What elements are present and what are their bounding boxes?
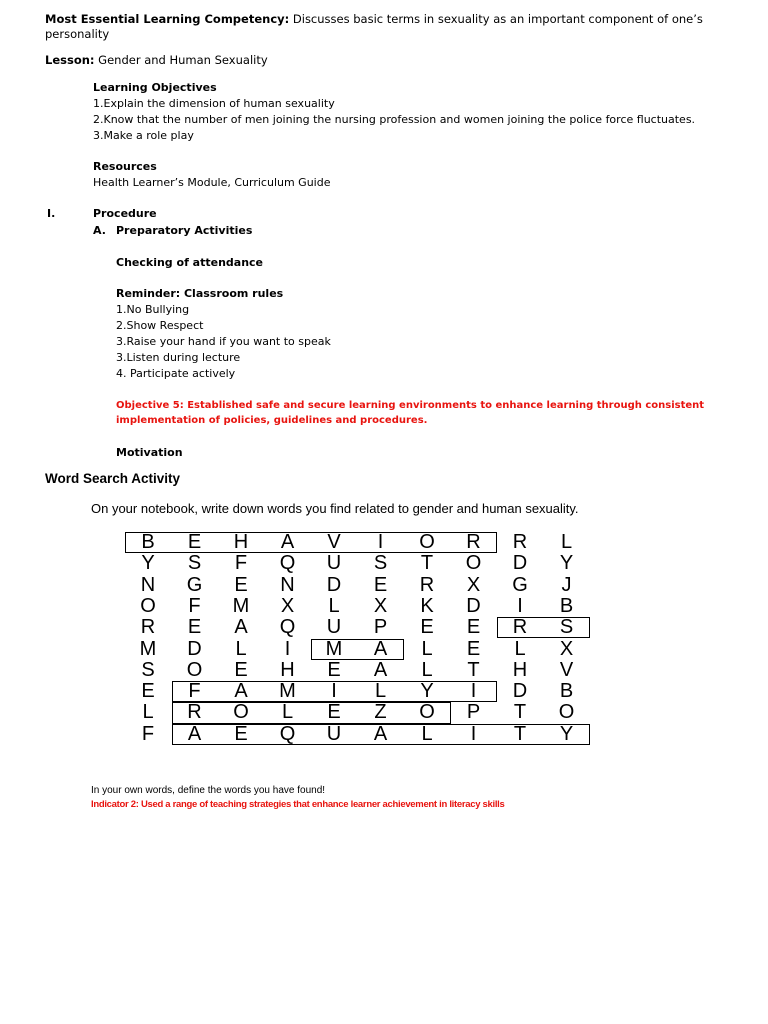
procedure-number: I. [47, 207, 56, 220]
grid-cell: L [281, 701, 294, 724]
grid-cell: S [559, 616, 574, 639]
grid-cell: D [326, 573, 342, 596]
objective-item-3: 3.Make a role play [93, 129, 194, 142]
grid-cell: S [373, 552, 388, 575]
preparatory-heading: Preparatory Activities [116, 224, 253, 237]
grid-cell: O [419, 701, 435, 724]
competency-line [45, 12, 703, 27]
grid-cell: P [373, 616, 388, 639]
rule-item-2: 2.Show Respect [116, 319, 204, 332]
resources-text: Health Learner’s Module, Curriculum Guide [93, 176, 331, 189]
grid-cell: I [377, 531, 384, 553]
grid-cell: E [420, 616, 434, 639]
grid-cell: T [467, 658, 480, 681]
grid-cell: X [280, 594, 295, 617]
grid-cell: J [561, 573, 572, 596]
grid-cell: B [559, 680, 574, 703]
grid-cell: M [325, 637, 343, 660]
grid-cell: A [373, 658, 388, 681]
grid-cell: N [280, 573, 295, 596]
word-highlight-box [172, 681, 498, 702]
grid-cell: V [327, 531, 341, 553]
competency-text: Discusses basic terms in sexuality as an important component of one’s [289, 12, 703, 26]
grid-cell: L [514, 637, 526, 660]
competency-label: Most Essential Learning Competency: [45, 12, 290, 26]
grid-cell: L [235, 637, 247, 660]
grid-cell: H [233, 531, 249, 553]
grid-cell: L [421, 658, 433, 681]
grid-cell: T [420, 552, 434, 575]
objective-item-2: 2.Know that the number of men joining the nursing profession and women joining the police force fluctuates. [93, 113, 696, 126]
lesson-label: Lesson: [45, 53, 95, 67]
grid-cell: K [420, 594, 434, 617]
grid-cell: Y [141, 552, 155, 575]
grid-cell: E [234, 722, 248, 745]
grid-cell: R [512, 531, 528, 553]
grid-cell: T [513, 701, 527, 724]
objectives-heading: Learning Objectives [93, 81, 217, 94]
rule-item-5: 4. Participate actively [116, 367, 236, 380]
grid-cell: E [234, 573, 248, 596]
grid-cell: F [188, 680, 201, 703]
objective5-line1: Objective 5: Established safe and secure learning environments to enhance learning through consistent [116, 400, 705, 411]
grid-cell: Q [279, 552, 296, 575]
grid-cell: M [232, 594, 250, 617]
grid-cell: B [559, 594, 574, 617]
lesson-line [45, 53, 268, 68]
grid-cell: E [466, 637, 481, 660]
grid-cell: R [419, 573, 435, 596]
grid-cell: L [421, 722, 433, 745]
grid-cell: D [466, 594, 481, 617]
grid-cell: Y [559, 552, 574, 575]
grid-cell: L [142, 701, 154, 724]
grid-cell: E [187, 616, 202, 639]
grid-cell: F [141, 722, 155, 745]
grid-cell: F [234, 552, 248, 575]
grid-cell: G [186, 573, 203, 596]
word-search-title: Word Search Activity [45, 471, 181, 486]
grid-cell: Q [279, 616, 296, 639]
grid-cell: X [373, 594, 388, 617]
objective5-line2: implementation of policies, guidelines and procedures. [116, 415, 428, 426]
grid-cell: E [373, 573, 388, 596]
grid-cell: X [559, 637, 574, 660]
grid-cell: A [373, 637, 388, 660]
grid-cell: S [141, 658, 155, 681]
grid-cell: U [326, 616, 342, 639]
objective-item-1: 1.Explain the dimension of human sexuality [93, 97, 335, 110]
grid-cell: U [326, 722, 342, 745]
competency-text-continued: personality [45, 27, 110, 41]
word-search-instruction: On your notebook, write down words you find related to gender and human sexuality. [91, 501, 579, 516]
grid-cell: L [328, 594, 340, 617]
grid-cell: A [234, 616, 248, 639]
grid-cell: O [465, 552, 482, 575]
rule-item-1: 1.No Bullying [116, 303, 190, 316]
reminder-heading: Reminder: Classroom rules [116, 287, 284, 300]
word-highlight-box [172, 724, 591, 745]
grid-cell: H [512, 658, 528, 681]
word-highlight-box [172, 702, 451, 723]
rule-item-3: 3.Raise your hand if you want to speak [116, 335, 331, 348]
grid-cell: L [374, 680, 387, 703]
grid-cell: G [512, 573, 528, 596]
procedure-heading: Procedure [93, 207, 157, 220]
grid-cell: L [560, 531, 573, 553]
grid-cell: R [140, 616, 156, 639]
grid-cell: A [187, 722, 202, 745]
rule-item-4: 3.Listen during lecture [116, 351, 241, 364]
grid-cell: O [419, 531, 435, 553]
grid-cell: E [234, 658, 248, 681]
grid-cell: N [140, 573, 156, 596]
lesson-text: Gender and Human Sexuality [94, 53, 268, 67]
grid-cell: I [284, 637, 291, 660]
grid-cell: U [326, 552, 342, 575]
attendance-text: Checking of attendance [116, 256, 264, 269]
grid-cell: O [558, 701, 575, 724]
word-highlight-box [497, 617, 590, 638]
grid-cell: I [470, 680, 477, 703]
grid-cell: R [512, 616, 528, 639]
grid-cell: Y [559, 722, 574, 745]
grid-cell: I [470, 722, 477, 745]
define-instruction: In your own words, define the words you have found! [91, 785, 326, 796]
grid-cell: E [327, 701, 341, 724]
grid-cell: P [466, 701, 481, 724]
indicator-2-text: Indicator 2: Used a range of teaching strategies that enhance learner achievement in literacy skills [91, 799, 505, 810]
grid-cell: A [373, 722, 388, 745]
grid-cell: I [517, 594, 523, 617]
grid-cell: O [233, 701, 249, 724]
grid-cell: B [141, 531, 155, 553]
preparatory-letter: A. [93, 224, 106, 237]
grid-cell: I [331, 680, 337, 703]
motivation-heading: Motivation [116, 446, 183, 459]
grid-cell: V [559, 658, 574, 681]
grid-cell: O [140, 594, 156, 617]
grid-cell: O [186, 658, 203, 681]
grid-cell: A [280, 531, 295, 553]
grid-cell: D [512, 680, 528, 703]
grid-cell: E [327, 658, 341, 681]
word-highlight-box [311, 639, 404, 660]
grid-cell: X [466, 573, 481, 596]
grid-cell: T [513, 722, 527, 745]
grid-cell: M [279, 680, 296, 703]
grid-cell: Q [279, 722, 296, 745]
word-highlight-box [125, 532, 497, 553]
grid-cell: R [466, 531, 481, 553]
grid-cell: Z [374, 701, 387, 724]
grid-cell: E [141, 680, 155, 703]
grid-cell: A [234, 680, 248, 703]
grid-cell: D [187, 637, 202, 660]
grid-cell: M [139, 637, 157, 660]
grid-cell: E [187, 531, 202, 553]
grid-cell: Y [420, 680, 434, 703]
grid-cell: E [466, 616, 481, 639]
resources-heading: Resources [93, 160, 157, 173]
grid-cell: R [187, 701, 202, 724]
grid-cell: L [421, 637, 433, 660]
grid-cell: H [280, 658, 295, 681]
grid-cell: F [188, 594, 201, 617]
grid-cell: S [187, 552, 202, 575]
grid-cell: D [512, 552, 528, 575]
